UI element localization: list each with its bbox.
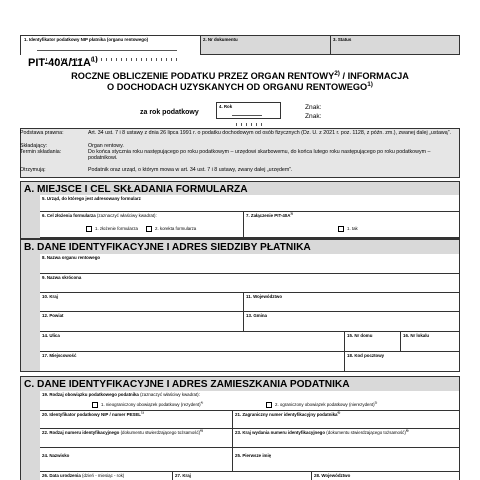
filer-text: Organ rentowy. [88, 142, 124, 149]
purpose-hint: (zaznaczyć właściwy kwadrat): [96, 213, 157, 218]
field-19-option-1-label: 1. nieograniczony obowiązek podatkowy (rezydent) [101, 402, 201, 408]
section-b-title: B. DANE IDENTYFIKACYJNE I ADRES SIEDZIBY PŁATNIKA [24, 242, 311, 253]
filer-label: Składający: [20, 142, 48, 149]
field-21-label [235, 412, 340, 417]
znak-1: Znak: [305, 104, 322, 111]
field-22-label [42, 430, 203, 435]
field-20-sup: 1) [140, 410, 144, 415]
attach-option-yes-label: 1. tak [347, 226, 358, 232]
field-9-label: 9. Nazwa skrócona [42, 275, 82, 280]
field-19-option-1[interactable] [92, 402, 203, 408]
field-14[interactable] [40, 332, 345, 352]
field-24-label: 24. Nazwisko [42, 453, 70, 458]
field-19-label [42, 392, 200, 397]
form-title-line2 [0, 82, 480, 93]
doc-number-label: 2. Nr dokumentu [203, 37, 238, 42]
field-8[interactable] [40, 254, 460, 274]
deadline-text: Do końca stycznia roku następującego po roku podatkowym – urzędowi skarbowemu, do końca lutego roku następującego po roku podatkowym – podatnikowi. [88, 148, 431, 161]
field-27[interactable] [173, 472, 312, 480]
year-field[interactable] [216, 102, 281, 119]
form-code-sup: 1) [90, 54, 98, 64]
purpose-option-2[interactable] [146, 226, 196, 232]
field-24[interactable] [40, 448, 233, 472]
field-10-label: 10. Kraj [42, 294, 58, 299]
top-header-row [20, 35, 460, 55]
field-10[interactable] [40, 293, 244, 312]
field-12-label: 12. Powiat [42, 313, 64, 318]
purpose-option-1[interactable] [86, 226, 138, 232]
status-label: 3. Status [333, 37, 352, 42]
field-17-label: 17. Miejscowość [42, 353, 77, 358]
recipient-label: Otrzymują: [20, 167, 46, 173]
field-22-sup: 6) [200, 428, 203, 433]
field-26-hint: (dzień - miesiąc - rok) [82, 473, 125, 478]
field-13[interactable] [244, 312, 460, 332]
year-field-label: 4. Rok [219, 104, 233, 109]
attach-option-yes-checkbox[interactable] [338, 226, 344, 232]
field-8-label: 8. Nazwa organu rentowego [42, 255, 101, 260]
field-28[interactable] [312, 472, 460, 480]
section-a-title: A. MIEJSCE I CEL SKŁADANIA FORMULARZA [24, 184, 248, 195]
year-label: za rok podatkowy [140, 109, 199, 116]
attach-label: 7. Załączenie PIT-40A [246, 213, 291, 218]
field-9[interactable] [40, 274, 460, 293]
field-19-title: 19. Rodzaj obowiązku podatkowego podatnika [42, 392, 139, 397]
field-19-option-2-label: 2. ograniczony obowiązek podatkowy (nierezydent) [275, 402, 375, 408]
title-line1-sup: 2) [334, 69, 340, 77]
purpose-option-2-checkbox[interactable] [146, 226, 152, 232]
field-20-title: 20. Identyfikator podatkowy NIP / numer PESEL [42, 412, 141, 417]
purpose-field-label [42, 213, 157, 218]
section-c-title: C. DANE IDENTYFIKACYJNE I ADRES ZAMIESZKANIA PODATNIKA [24, 379, 350, 390]
field-26-label [42, 473, 124, 478]
field-13-label: 13. Gmina [246, 313, 267, 318]
field-19-option-1-sup: 4) [200, 400, 204, 405]
field-26-title: 26. Data urodzenia [42, 473, 81, 478]
office-field-label: 5. Urząd, do którego jest adresowany formularz [42, 196, 141, 201]
field-15[interactable] [345, 332, 401, 352]
field-16-label: 16. Nr lokalu [403, 333, 430, 338]
field-27-label: 27. Kraj [175, 473, 191, 478]
attach-sup: 3) [290, 211, 294, 216]
status-field [331, 36, 461, 55]
field-23-sup: 6) [405, 428, 409, 433]
field-12[interactable] [40, 312, 244, 332]
field-23-title: 23. Kraj wydania numeru identyfikacyjnego [235, 430, 326, 435]
purpose-label: 6. Cel złożenia formularza [42, 213, 96, 218]
purpose-field [40, 212, 244, 238]
field-21[interactable] [233, 411, 460, 429]
field-20-label [42, 412, 144, 417]
znak-2: Znak: [305, 113, 322, 120]
purpose-option-2-label: 2. korekta formularza [155, 226, 197, 232]
form-code-text: PIT-40A/11A [28, 57, 91, 69]
field-20[interactable] [40, 411, 233, 429]
recipient-text: Podatnik oraz urząd, o którym mowa w art. 34 ust. 7 i 8 ustawy, zwany dalej „urzędem”. [88, 167, 293, 173]
year-field-ticks [232, 113, 262, 116]
purpose-option-1-checkbox[interactable] [86, 226, 92, 232]
form-code [28, 54, 98, 69]
field-15-label: 15. Nr domu [347, 333, 373, 338]
office-field[interactable] [40, 195, 460, 212]
field-28-label: 28. Województwo [314, 473, 351, 478]
field-21-title: 21. Zagraniczny numer identyfikacyjny podatnika [235, 412, 338, 417]
attach-option-yes[interactable] [338, 226, 358, 232]
field-22-hint: (dokumentu stwierdzającego tożsamość) [120, 430, 201, 435]
field-22-title: 22. Rodzaj numeru identyfikacyjnego [42, 430, 120, 435]
field-16[interactable] [401, 332, 460, 352]
title-line2-text: O DOCHODACH UZYSKANYCH OD ORGANU RENTOWEGO [107, 82, 368, 92]
doc-number-field [201, 36, 331, 55]
field-19-option-2-checkbox[interactable] [266, 402, 272, 408]
nip-field[interactable] [21, 36, 201, 55]
field-23-hint: (dokumentu stwierdzającego tożsamość) [326, 430, 406, 435]
field-11-label: 11. Województwo [246, 294, 283, 299]
field-26[interactable] [40, 472, 173, 480]
field-14-label: 14. Ulica [42, 333, 60, 338]
field-25[interactable] [233, 448, 460, 472]
nip-field-label: 1. Identyfikator podatkowy NIP płatnika (organu rentowego) [24, 37, 149, 42]
field-22[interactable] [40, 429, 233, 448]
field-19-option-2-sup: 5) [374, 400, 378, 405]
attach-field-label [246, 213, 293, 218]
field-23[interactable] [233, 429, 460, 448]
field-19-option-2[interactable] [266, 402, 377, 408]
field-19-option-1-checkbox[interactable] [92, 402, 98, 408]
title-line1-text: ROCZNE OBLICZENIE PODATKU PRZEZ ORGAN RENTOWY [71, 71, 335, 81]
deadline-label: Termin składania: [20, 148, 62, 155]
field-17[interactable] [40, 352, 345, 372]
title-line1-tail: / INFORMACJA [339, 71, 409, 81]
title-line2-sup: 1) [367, 80, 373, 88]
basis-text: Art. 34 ust. 7 i 8 ustawy z dnia 26 lipca 1991 r. o podatku dochodowym od osób fizycznych (Dz. U. z 2021 r. poz. 1128, z późn. zm.), zwanej dalej „ustawą”. [88, 130, 451, 136]
purpose-option-1-label: 1. złożenie formularza [95, 226, 138, 232]
field-18[interactable] [345, 352, 460, 372]
field-18-label: 18. Kod pocztowy [347, 353, 385, 358]
attach-field [244, 212, 460, 238]
field-19-hint: (zaznaczyć właściwy kwadrat): [140, 392, 200, 397]
field-23-label [235, 430, 409, 435]
field-21-sup: 6) [337, 410, 341, 415]
field-25-label: 25. Pierwsze imię [235, 453, 272, 458]
field-11[interactable] [244, 293, 460, 312]
form-title-line1 [0, 71, 480, 82]
field-19 [40, 391, 460, 411]
nip-field-ticks [37, 48, 177, 51]
basis-label: Podstawa prawna: [20, 130, 64, 136]
